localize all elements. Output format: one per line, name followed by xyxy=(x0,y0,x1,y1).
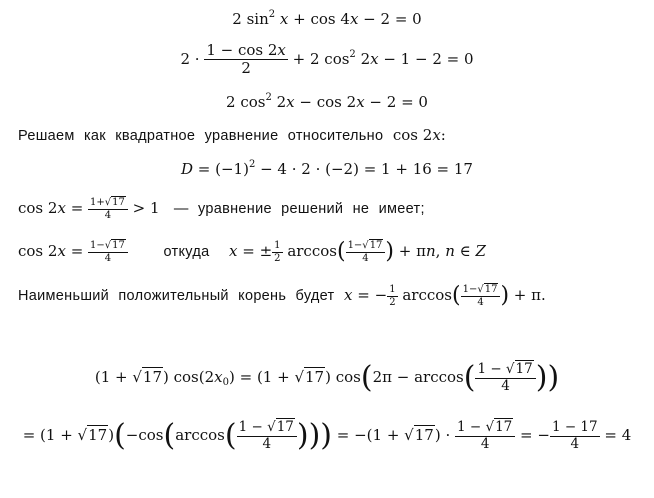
equation-2: 2 · $\frac{1 - \cos 2x}{2}$ + 2 $\cos^2 2x - 1 - 2 = 0$ xyxy=(180,41,474,78)
paragraph-solve-quadratic: Решаем как квадратное уравнение относительно cos 2x: xyxy=(18,126,446,144)
equation-1: 2 $\sin^2 x + \cos 4x - 2 = 0$ xyxy=(232,9,422,28)
equation-3: 2 $\cos^2 2x - \cos 2x - 2 = 0$ xyxy=(226,92,428,111)
verification-2: = (1 + √17)(−cos(arccos( $\frac{1 - √17}{4}$ ))) = −(1 + √17) · $\frac{1 - √17}{4}$ = − $\frac{1 - 17}{4}$ = 4 xyxy=(22,418,632,454)
verification-1: (1 + √17) $\cos(2x_0) = (1 + √17) \cos(2\pi - \arccos$( $\frac{1 - √17}{4}$ )) xyxy=(94,360,560,396)
discriminant: $D = (-1)^2 - 4 \cdot 2 \cdot (-2) = 1 + 16 = 17$ xyxy=(181,159,473,178)
fraction: $\frac{1 - \cos 2x}{2}$ xyxy=(206,41,286,78)
answer-line: Наименьший положительный корень будет x = − $\frac{1}{2}$ arccos( $\frac{1-√17}{4}$ ) + π. xyxy=(18,283,546,308)
case-2: cos 2x = $\frac{1-√17}{4}$ откуда x = ± $\frac{1}{2}$ arccos( $\frac{1-√17}{4}$ ) + πn, n ∈ Z xyxy=(18,239,486,264)
case-1: cos 2x = $\frac{1+√17}{4}$ > 1 — уравнение решений не имеет; xyxy=(18,197,425,221)
